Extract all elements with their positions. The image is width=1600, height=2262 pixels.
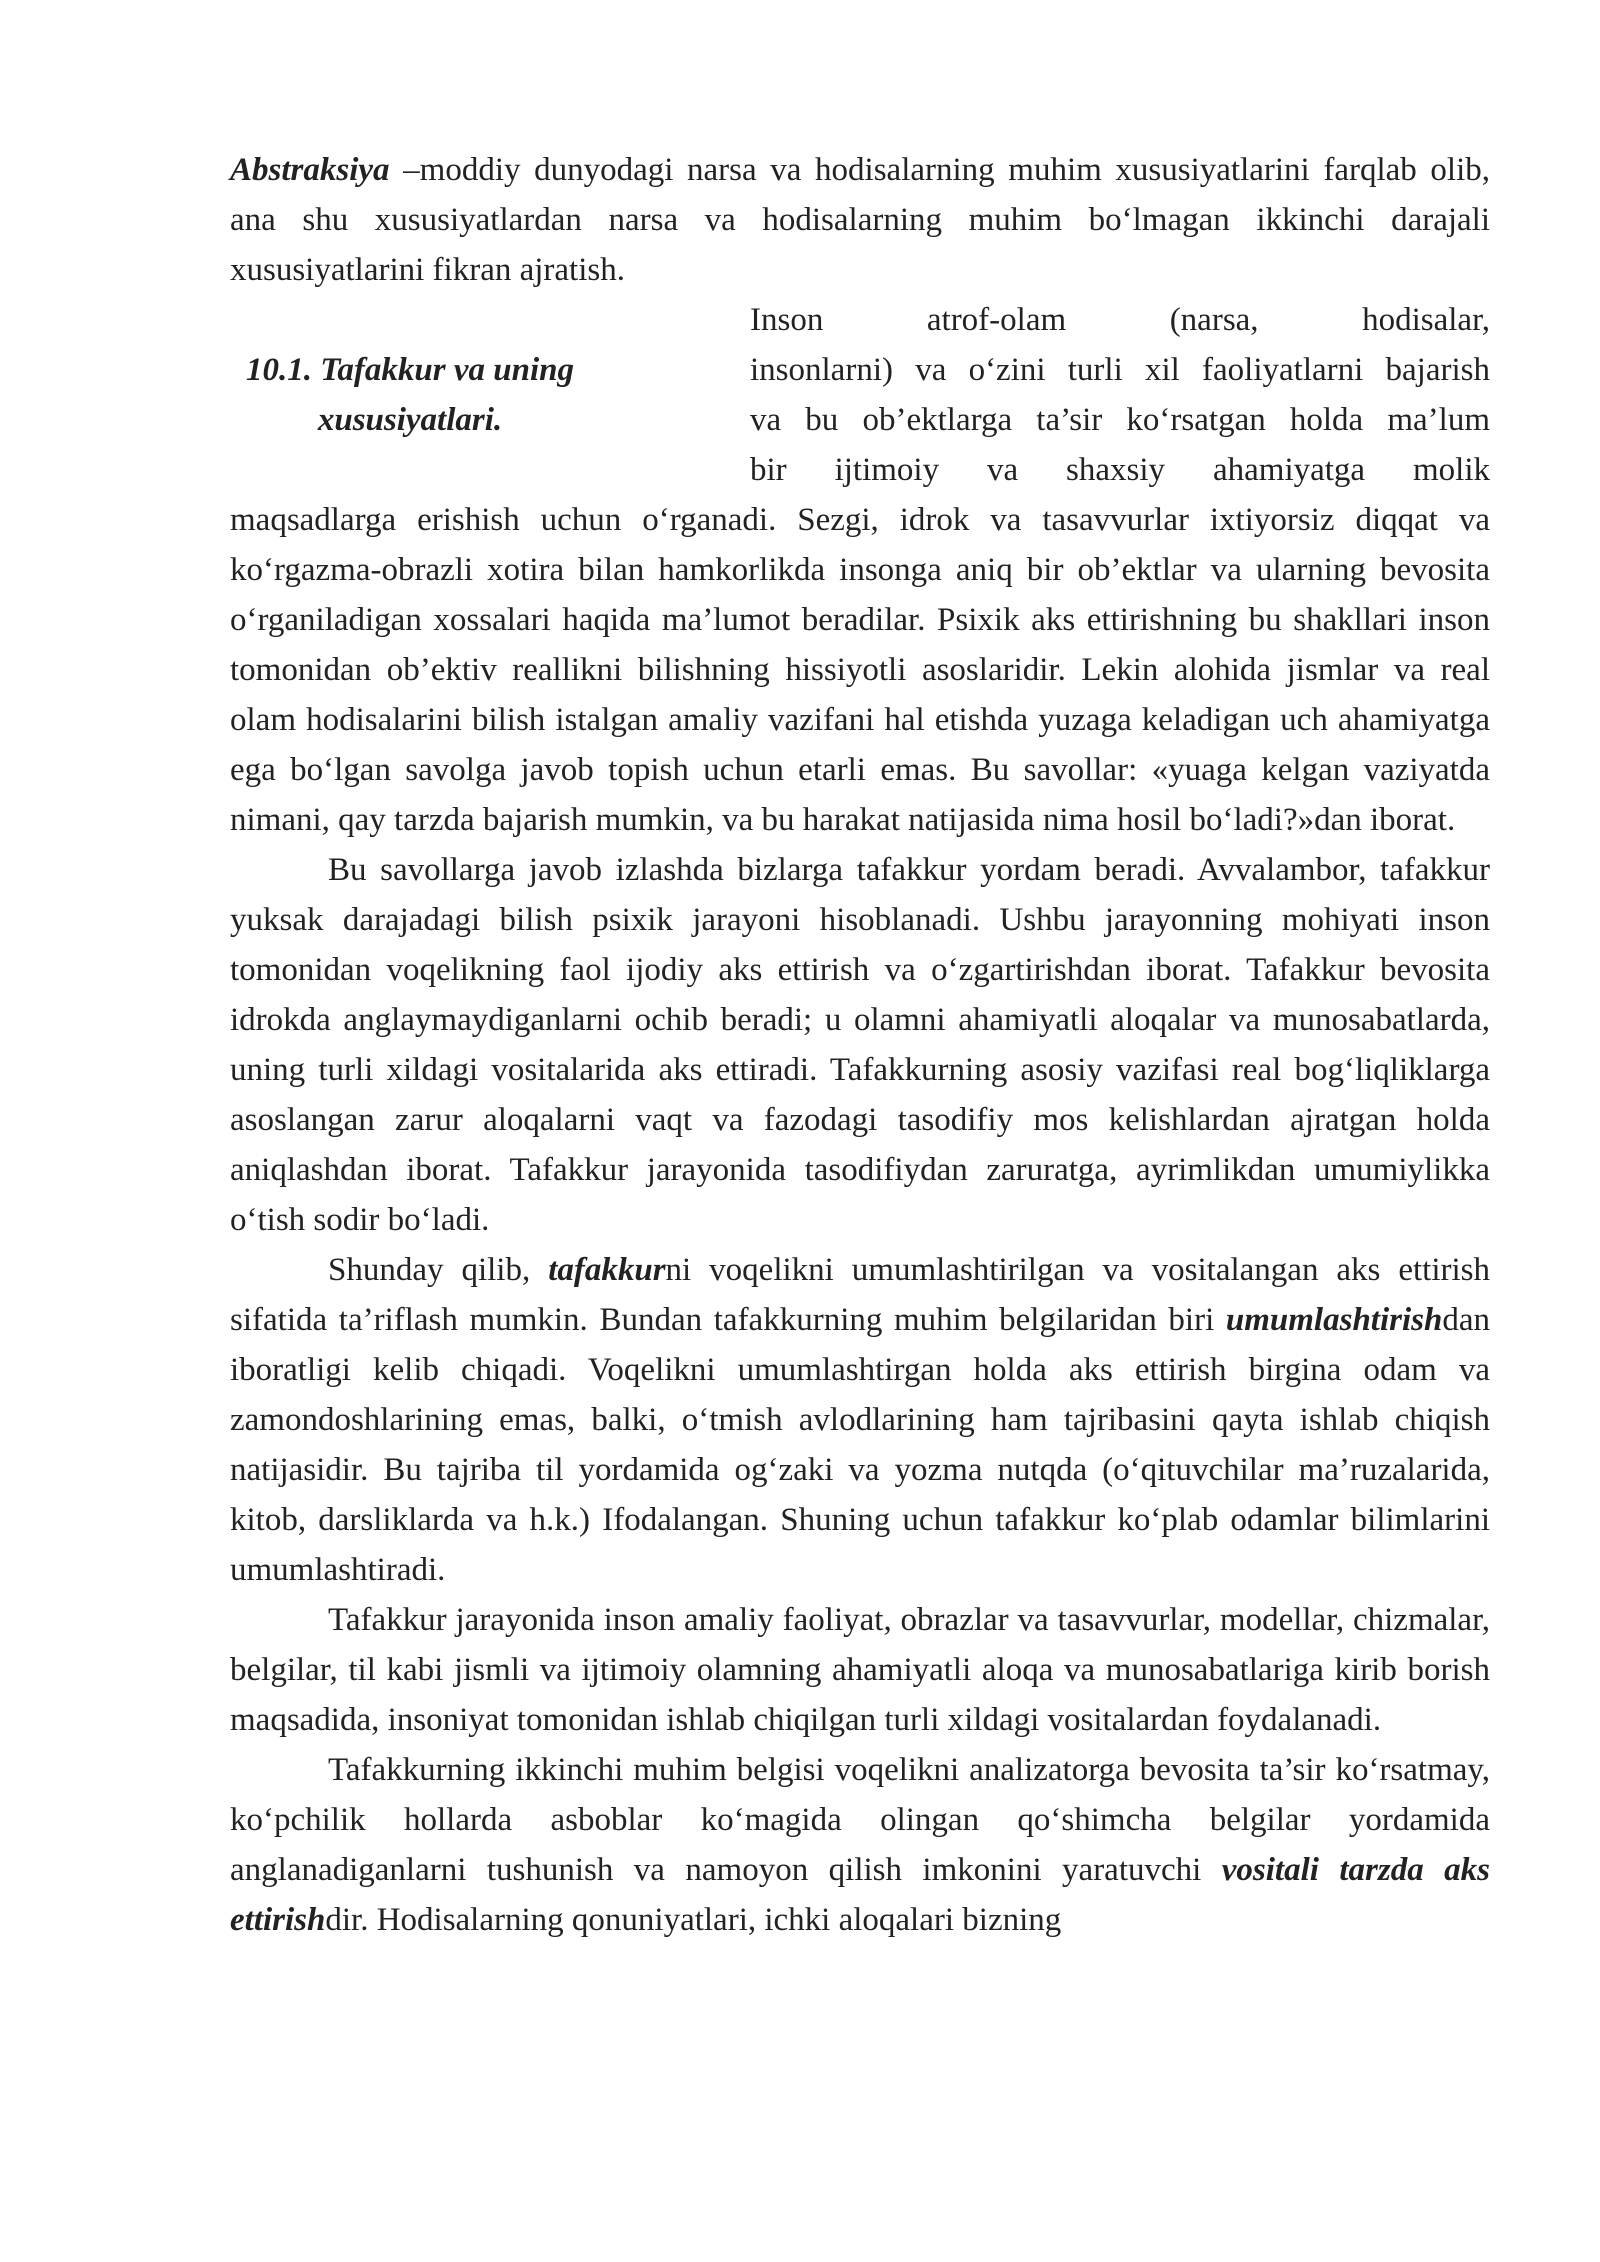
definition-term: Abstraksiya bbox=[230, 152, 390, 188]
paragraph-1: Bu savollarga javob izlashda bizlarga tafakkur yordam beradi. Avvalambor, tafakkur yuksak darajadagi bilish psixik jarayoni hisoblanadi. Ushbu jarayonning mohiyati inson tomonidan voqelikning faol ijodiy aks ettirish va o‘zgartirishdan iborat. Tafakkur bevosita idrokda anglaymaydiganlarni ochib beradi; u olamni ahamiyatli aloqalar va munosabatlarda, uning turli xildagi vositalarida aks ettiradi. Tafakkurning asosiy vazifasi real bog‘liqliklarga asoslangan zarur aloqalarni vaqt va fazodagi tasodifiy mos kelishlardan ajratgan holda aniqlashdan iborat. Tafakkur jarayonida tasodifiydan zaruratga, ayrimlikdan umumiylikka o‘tish sodir bo‘ladi. bbox=[230, 852, 1490, 1238]
section-side-text bbox=[750, 295, 1490, 495]
p4-text-a: Tafakkurning ikkinchi muhim belgisi voqelikni analizatorga bevosita ta’sir ko‘rsatmay, ko‘pchilik hollarda asboblar ko‘magida olingan qo‘shimcha belgilar yordamida anglanadiganlarni tushunish va namoyon qilish imkonini yaratuvchi bbox=[230, 1752, 1490, 1888]
side-line-3: va bu ob’ektlarga ta’sir ko‘rsatgan holda ma’lum bbox=[750, 402, 1490, 438]
side-line-2: insonlarni) va o‘zini turli xil faoliyatlarni bajarish bbox=[750, 352, 1490, 388]
document-page bbox=[230, 145, 1490, 1945]
side-line-1: Inson atrof-olam (narsa, hodisalar, bbox=[750, 302, 1490, 338]
p4-text-c: dir. Hodisalarning qonuniyatlari, ichki aloqalari bizning bbox=[325, 1902, 1062, 1938]
paragraph-2 bbox=[230, 1245, 1490, 1595]
section-heading-line1: 10.1. Tafakkur va uning bbox=[246, 352, 574, 388]
p2-term-tafakkur: tafakkur bbox=[548, 1252, 666, 1288]
paragraph-3: Tafakkur jarayonida inson amaliy faoliyat, obrazlar va tasavvurlar, modellar, chizmalar, belgilar, til kabi jismli va ijtimoiy olamning ahamiyatli aloqa va munosabatlariga kirib borish maqsadida, insoniyat tomonidan ishlab chiqilgan turli xildagi vositalardan foydalanadi. bbox=[230, 1602, 1490, 1738]
side-line-4: bir ijtimoiy va shaxsiy ahamiyatga molik bbox=[750, 452, 1490, 488]
p2-text-c: ni voqelikni umumlashtirilgan va vositalangan aks ettirish sifatida ta’riflash mumkin. Bundan tafakkurning muhim belgilaridan biri bbox=[230, 1252, 1491, 1338]
section-heading bbox=[230, 295, 590, 445]
section-intro bbox=[230, 295, 1490, 495]
p2-text-a: Shunday qilib, bbox=[328, 1252, 549, 1288]
paragraph-4 bbox=[230, 1745, 1490, 1945]
definition-paragraph bbox=[230, 145, 1490, 295]
definition-text: –moddiy dunyodagi narsa va hodisalarning muhim xususiyatlarini farqlab olib, ana shu xususiyatlardan narsa va hodisalarning muhim bo‘lmagan ikkinchi darajali xususiyatlarini fikran ajratish. bbox=[230, 152, 1490, 288]
section-continuation: maqsadlarga erishish uchun o‘rganadi. Sezgi, idrok va tasavvurlar ixtiyorsiz diqqat va ko‘rgazma-obrazli xotira bilan hamkorlikda insonga aniq bir ob’ektlar va ularning bevosita o‘rganiladigan xossalari haqida ma’lumot beradilar. Psixik aks ettirishning bu shakllari inson tomonidan ob’ektiv reallikni bilishning hissiyotli asoslaridir. Lekin alohida jismlar va real olam hodisalarini bilish istalgan amaliy vazifani hal etishda yuzaga keladigan uch ahamiyatga ega bo‘lgan savolga javob topish uchun etarli emas. Bu savollar: «yuaga kelgan vaziyatda nimani, qay tarzda bajarish mumkin, va bu harakat natijasida nima hosil bo‘ladi?»dan iborat. bbox=[230, 502, 1490, 838]
p2-term-umumlashtirish: umumlashtirish bbox=[1225, 1302, 1443, 1338]
p2-text-e: dan iboratligi kelib chiqadi. Voqelikni umumlashtirgan holda aks ettirish birgina odam va zamondoshlarining emas, balki, o‘tmish avlodlarining ham tajribasini qayta ishlab chiqish natijasidir. Bu tajriba til yordamida og‘zaki va yozma nutqda (o‘qituvchilar ma’ruzalarida, kitob, darsliklarda va h.k.) Ifodalangan. Shuning uchun tafakkur ko‘plab odamlar bilimlarini umumlashtiradi. bbox=[230, 1302, 1490, 1588]
p4-term-vositali: vositali tarzda aks ettirish bbox=[230, 1852, 1491, 1938]
section-heading-line2: xususiyatlari. bbox=[317, 402, 503, 438]
